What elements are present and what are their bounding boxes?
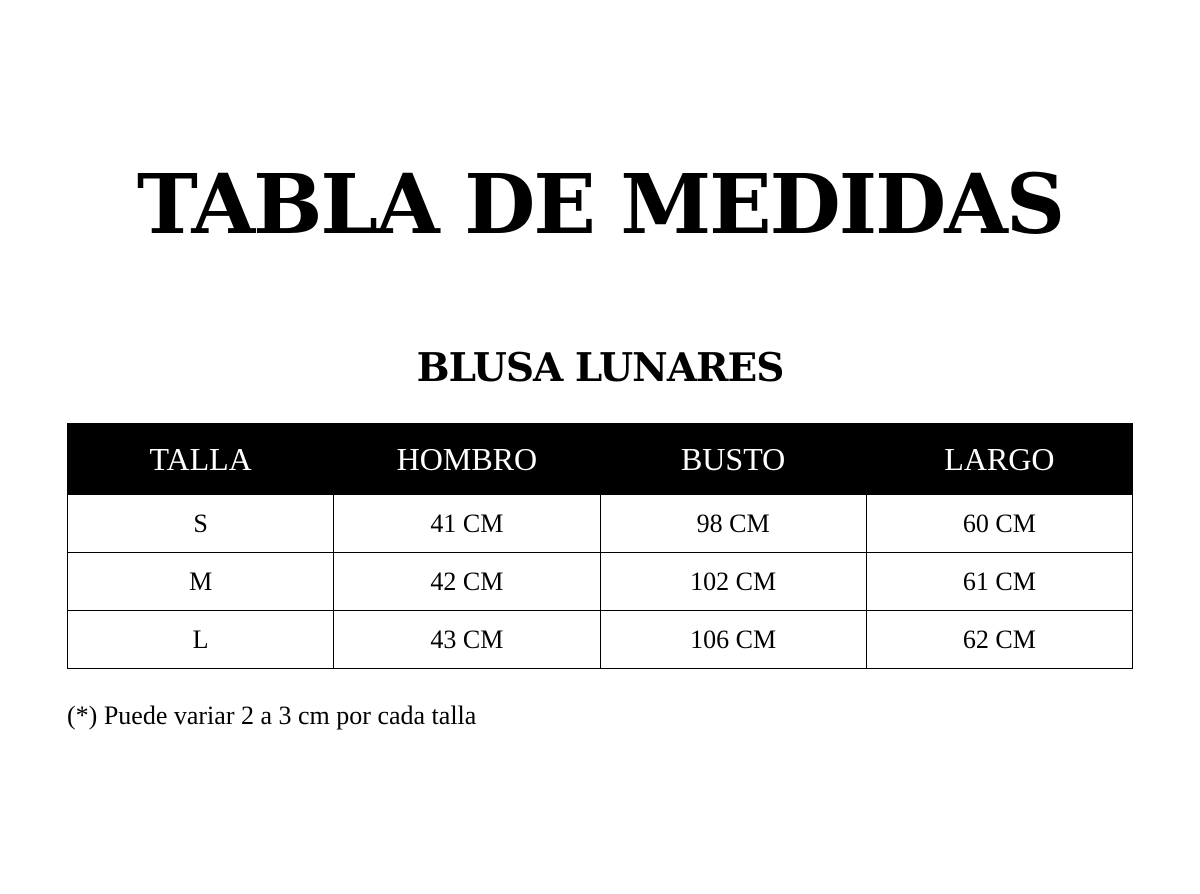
header-largo: LARGO: [866, 424, 1132, 495]
table-row: [68, 495, 1133, 553]
cell-shoulder: 41 CM: [334, 495, 600, 553]
cell-bust: 98 CM: [600, 495, 866, 553]
cell-length: 62 CM: [866, 611, 1132, 669]
table-row: [68, 611, 1133, 669]
cell-shoulder: 42 CM: [334, 553, 600, 611]
page-title: TABLA DE MEDIDAS: [136, 157, 1064, 253]
cell-size: M: [68, 553, 334, 611]
cell-length: 61 CM: [866, 553, 1132, 611]
footnote: (*) Puede variar 2 a 3 cm por cada talla: [67, 701, 477, 730]
header-hombro: HOMBRO: [334, 424, 600, 495]
table-row: [68, 553, 1133, 611]
product-title: BLUSA LUNARES: [416, 345, 784, 391]
cell-bust: 106 CM: [600, 611, 866, 669]
header-busto: BUSTO: [600, 424, 866, 495]
cell-bust: 102 CM: [600, 553, 866, 611]
size-chart-table: [67, 423, 1133, 669]
cell-length: 60 CM: [866, 495, 1132, 553]
cell-size: S: [68, 495, 334, 553]
table-header-row: [68, 424, 1133, 495]
header-talla: TALLA: [68, 424, 334, 495]
cell-size: L: [68, 611, 334, 669]
cell-shoulder: 43 CM: [334, 611, 600, 669]
